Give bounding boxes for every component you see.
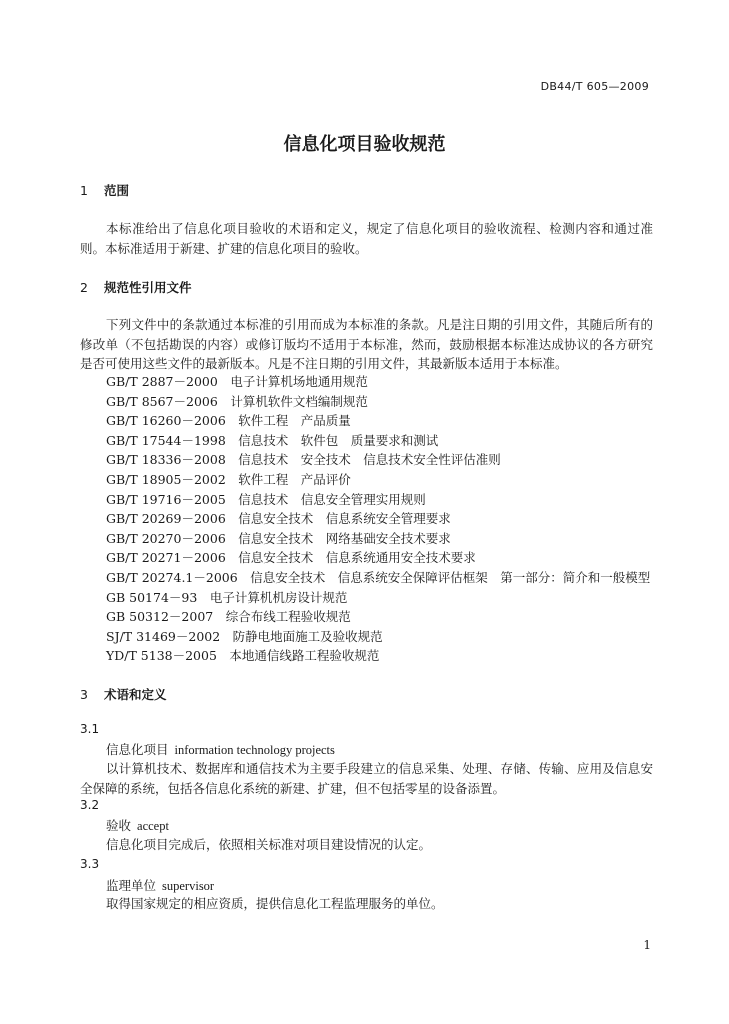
term-name-en: information technology projects — [174, 743, 335, 757]
term-name-zh: 信息化项目 — [106, 742, 169, 757]
section-number: 1 — [80, 183, 88, 198]
reference-item: GB/T 18336－2008 信息技术 安全技术 信息技术安全性评估准则 — [106, 452, 501, 468]
reference-list — [106, 372, 650, 666]
section-2-heading — [80, 278, 192, 296]
reference-item: GB/T 2887－2000 电子计算机场地通用规范 — [106, 374, 368, 389]
term-definition: 以计算机技术、数据库和通信技术为主要手段建立的信息采集、处理、存储、传输、应用及信息安全保障的系统，包括各信息化系统的新建、扩建，但不包括零星的设备添置。 — [80, 761, 653, 796]
term-name-zh: 监理单位 — [106, 878, 157, 893]
reference-item: GB/T 20269－2006 信息安全技术 信息系统安全管理要求 — [106, 511, 451, 527]
reference-item: GB/T 20274.1－2006 信息安全技术 信息系统安全保障评估框架 第一部分：简介和一般模型 — [106, 569, 651, 585]
section-title: 范围 — [104, 183, 130, 198]
section-1-paragraph: 本标准给出了信息化项目验收的术语和定义，规定了信息化项目的验收流程、检测内容和通过准则。本标准适用于新建、扩建的信息化项目的验收。 — [80, 221, 653, 256]
reference-item: GB/T 20270－2006 信息安全技术 网络基础安全技术要求 — [106, 530, 451, 546]
section-number: 3 — [80, 687, 88, 702]
page-number: 1 — [643, 938, 651, 952]
reference-item: GB/T 17544－1998 信息技术 软件包 质量要求和测试 — [106, 432, 439, 448]
term-name-zh: 验收 — [106, 818, 132, 833]
section-3-heading — [80, 685, 167, 703]
reference-item: GB/T 20271－2006 信息安全技术 信息系统通用安全技术要求 — [106, 550, 476, 566]
reference-item: GB/T 18905－2002 软件工程 产品评价 — [106, 471, 351, 487]
reference-item: GB/T 16260－2006 软件工程 产品质量 — [106, 413, 351, 429]
term-number: 3.3 — [80, 857, 100, 871]
term-number: 3.2 — [80, 798, 100, 812]
term-name-en: accept — [137, 819, 169, 833]
section-2-paragraph: 下列文件中的条款通过本标准的引用而成为本标准的条款。凡是注日期的引用文件，其随后所有的修改单（不包括勘误的内容）或修订版均不适用于本标准，然而，鼓励根据本标准达成协议的各方研究是否可使用这些文件的最新版本。凡是不注日期的引用文件，其最新版本适用于本标准。 — [80, 317, 653, 371]
term-name — [106, 816, 169, 834]
document-code: DB44/T 605—2009 — [540, 80, 649, 93]
reference-item: GB/T 19716－2005 信息技术 信息安全管理实用规则 — [106, 491, 426, 507]
reference-item: GB 50174－93 电子计算机机房设计规范 — [106, 589, 348, 605]
reference-item: GB 50312－2007 综合布线工程验收规范 — [106, 609, 351, 625]
term-name — [106, 740, 335, 758]
term-name — [106, 876, 214, 894]
document-title: 信息化项目验收规范 — [283, 134, 446, 155]
section-number: 2 — [80, 280, 88, 295]
reference-item: GB/T 8567－2006 计算机软件文档编制规范 — [106, 393, 368, 409]
term-name-en: supervisor — [162, 879, 215, 893]
section-1-heading — [80, 181, 129, 199]
term-number: 3.1 — [80, 722, 100, 736]
section-title: 规范性引用文件 — [104, 280, 192, 295]
section-title: 术语和定义 — [104, 687, 167, 702]
reference-item: SJ/T 31469－2002 防静电地面施工及验收规范 — [106, 628, 383, 644]
term-definition: 取得国家规定的相应资质，提供信息化工程监理服务的单位。 — [106, 896, 444, 911]
reference-item: YD/T 5138－2005 本地通信线路工程验收规范 — [106, 648, 380, 664]
term-definition: 信息化项目完成后，依照相关标准对项目建设情况的认定。 — [106, 837, 432, 852]
